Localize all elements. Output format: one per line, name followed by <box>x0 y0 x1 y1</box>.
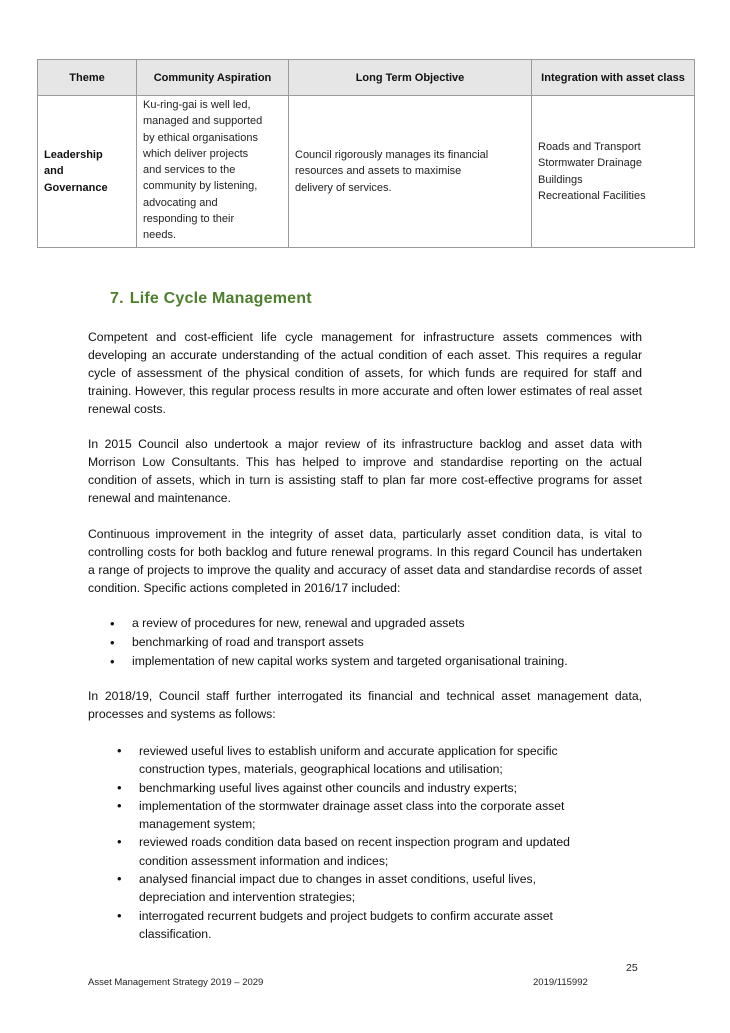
list-item-line: interrogated recurrent budgets and project budgets to confirm accurate asset <box>139 908 553 923</box>
aspiration-line: and services to the <box>143 164 236 177</box>
list-item-line: benchmarking useful lives against other councils and industry experts; <box>139 780 518 795</box>
bullet-icon: • <box>110 654 115 669</box>
bullet-icon: • <box>110 635 115 650</box>
objective-line: Council rigorously manages its financial <box>295 149 489 162</box>
table-row <box>38 96 695 248</box>
list-item-text: benchmarking of road and transport assets <box>132 635 364 649</box>
list-item <box>117 742 637 779</box>
list-item-line: reviewed useful lives to establish uniform and accurate application for specific <box>139 744 558 758</box>
aspiration-line: Ku-ring-gai is well led, <box>143 99 251 111</box>
aspiration-cell <box>137 96 289 248</box>
list-item <box>110 614 650 633</box>
actions-2016-list <box>110 614 650 671</box>
header-integration-asset-class: Integration with asset class <box>532 60 695 96</box>
objective-line: resources and assets to maximise <box>295 165 462 178</box>
paragraph-2018-19: In 2018/19, Council staff further interrogated its financial and technical asset management data, processes and systems as follows: <box>88 689 642 721</box>
header-community-aspiration: Community Aspiration <box>137 60 289 96</box>
aspiration-line: by ethical organisations <box>143 131 258 144</box>
list-item-line: implementation of the stormwater drainage asset class into the corporate asset <box>139 798 565 813</box>
asset-class-cell <box>532 96 695 248</box>
table-header-row <box>38 60 695 96</box>
list-item-line: reviewed roads condition data based on recent inspection program and updated <box>139 835 570 850</box>
header-theme: Theme <box>38 60 137 96</box>
bullet-icon: • <box>117 871 122 887</box>
list-item <box>117 779 637 797</box>
list-item <box>117 797 637 834</box>
asset-class-item: Recreational Facilities <box>538 189 646 202</box>
section-number: 7. <box>110 290 124 307</box>
footer-reference: 2019/115992 <box>533 977 588 988</box>
section-title: Life Cycle Management <box>129 290 312 307</box>
theme-line: Governance <box>44 181 108 194</box>
asset-class-item: Buildings <box>538 173 583 186</box>
list-item-line: depreciation and intervention strategies; <box>139 890 356 905</box>
bullet-icon: • <box>117 907 122 923</box>
objective-cell <box>289 96 532 248</box>
list-item-line: condition assessment information and indices; <box>139 853 389 868</box>
list-item-line: construction types, materials, geographical locations and utilisation; <box>139 762 503 777</box>
bullet-icon: • <box>117 834 122 850</box>
asset-class-item: Stormwater Drainage <box>538 157 642 170</box>
theme-line: and <box>44 165 64 178</box>
list-item <box>117 833 637 870</box>
asset-integration-table <box>37 59 695 248</box>
list-item <box>117 907 637 944</box>
bullet-icon: • <box>117 779 122 795</box>
list-item <box>110 652 650 671</box>
aspiration-line: responding to their <box>143 213 235 226</box>
list-item-line: classification. <box>139 926 212 941</box>
paragraph-intro: Competent and cost-efficient life cycle management for infrastructure assets commences with developing an accurate understanding of the actual condition of each asset. This requires a regular cycle of assessment of the physical condition of assets, for which funds are required for staff and training. However, this regular process results in more accurate and often lower estimates of real asset renewal costs. <box>88 330 642 416</box>
aspiration-line: managed and supported <box>143 115 263 128</box>
aspiration-line: community by listening, <box>143 180 258 193</box>
header-long-term-objective: Long Term Objective <box>289 60 532 96</box>
asset-class-item: Roads and Transport <box>538 140 641 153</box>
list-item-line: analysed financial impact due to changes in asset conditions, useful lives, <box>139 872 537 887</box>
theme-line: Leadership <box>44 149 103 162</box>
list-item-line: management system; <box>139 817 256 832</box>
bullet-icon: • <box>117 797 122 813</box>
paragraph-review-2015: In 2015 Council also undertook a major review of its infrastructure backlog and asset data with Morrison Low Consultants. This has helped to improve and standardise reporting on the actual condition of assets, which in turn is assisting staff to plan far more cost-effective programs for asset renewal and maintenance. <box>88 437 642 505</box>
list-item-text: implementation of new capital works system and targeted organisational training. <box>132 654 568 668</box>
list-item-text: a review of procedures for new, renewal and upgraded assets <box>132 616 465 630</box>
list-item <box>110 633 650 652</box>
paragraph-continuous-improvement: Continuous improvement in the integrity of asset data, particularly asset condition data, is vital to controlling costs for both backlog and future renewal programs. In this regard Council has undertaken a range of projects to improve the quality and accuracy of asset data and standardise records of asset condition. Specific actions completed in 2016/17 included: <box>88 527 642 595</box>
aspiration-line: advocating and <box>143 196 218 209</box>
footer-document-title: Asset Management Strategy 2019 – 2029 <box>88 977 264 988</box>
bullet-icon: • <box>110 616 115 631</box>
page-number: 25 <box>626 962 638 974</box>
section-heading <box>110 290 312 308</box>
bullet-icon: • <box>117 743 122 758</box>
aspiration-line: which deliver projects <box>143 147 249 160</box>
list-item <box>117 870 637 907</box>
aspiration-line: needs. <box>143 229 177 242</box>
objective-line: delivery of services. <box>295 181 392 194</box>
theme-cell <box>38 96 137 248</box>
actions-2018-list <box>117 742 637 943</box>
